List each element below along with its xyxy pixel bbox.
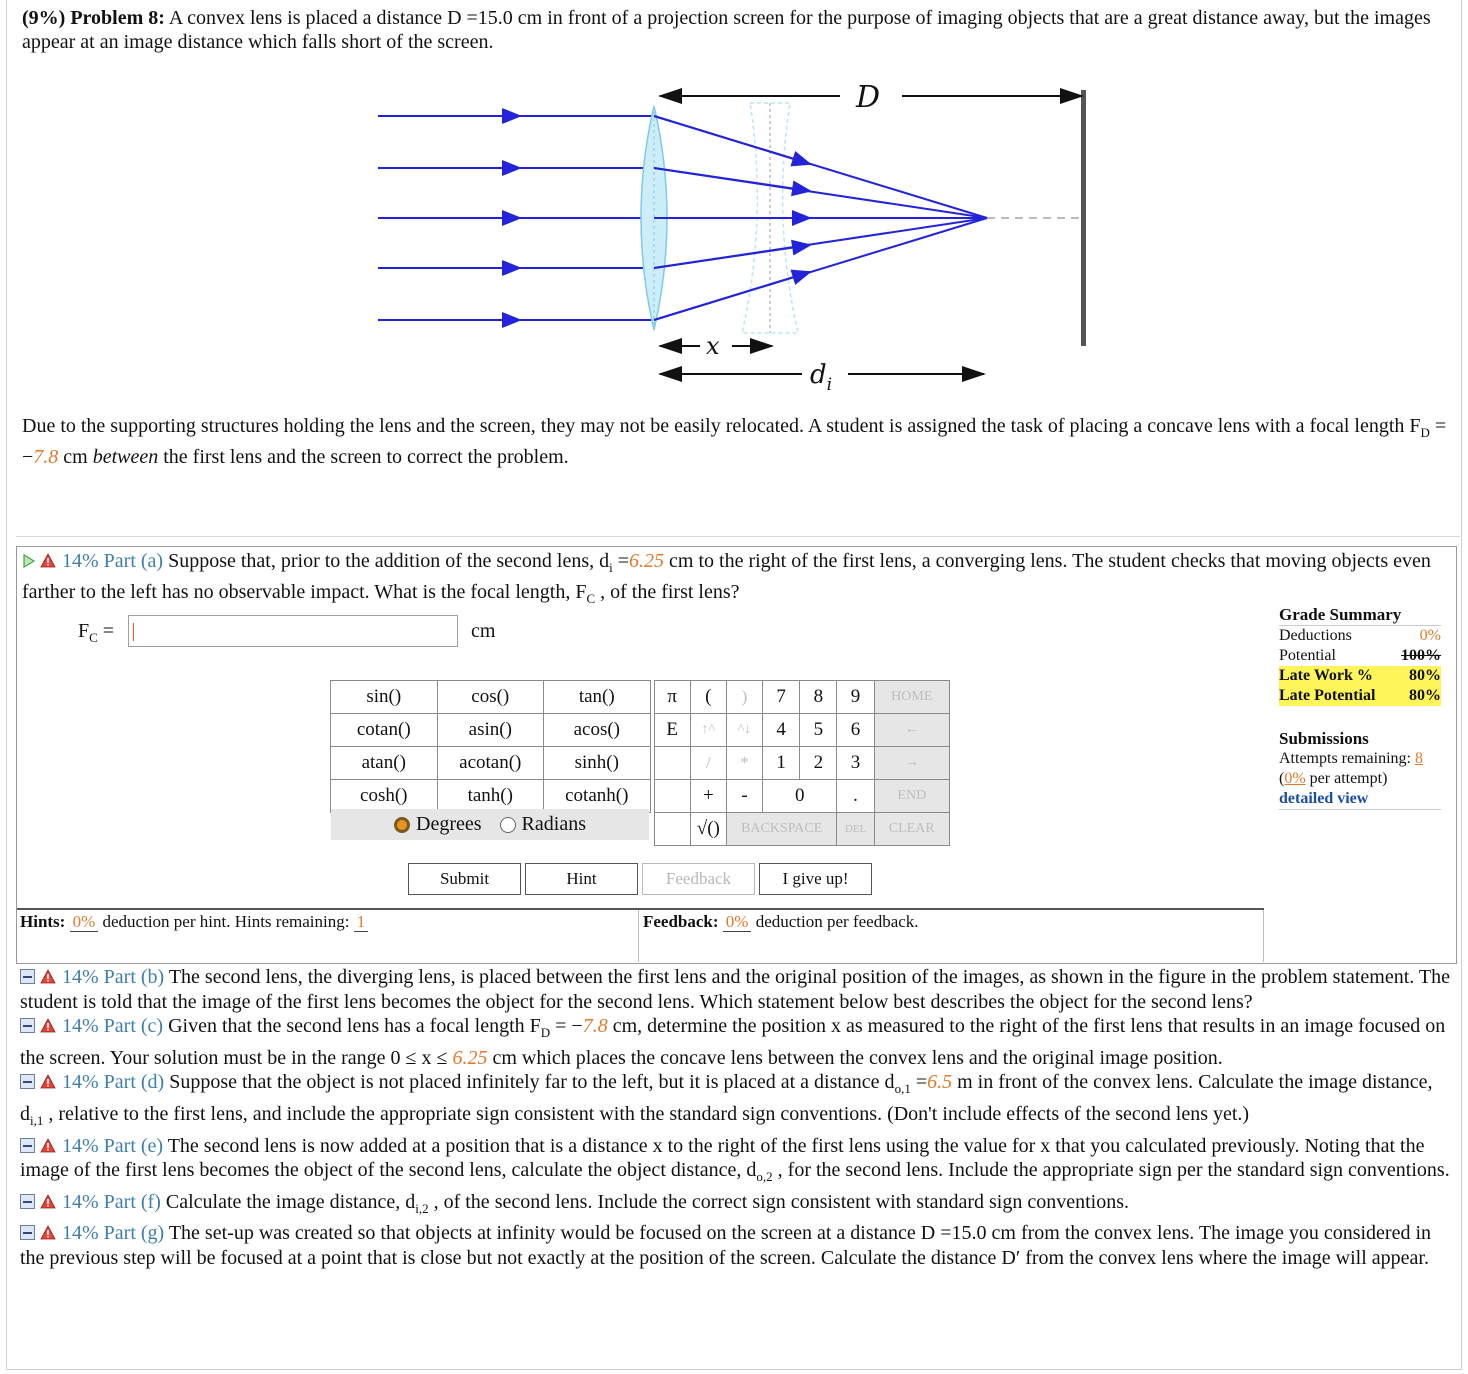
calc-multiply[interactable]: *	[726, 747, 762, 780]
expand-triangle-icon[interactable]	[22, 554, 36, 568]
warning-icon	[40, 553, 56, 568]
calc-4[interactable]: 4	[763, 714, 800, 747]
projection-screen	[1081, 90, 1086, 346]
calc-cos[interactable]: cos()	[437, 681, 544, 714]
label-D: D	[856, 80, 881, 115]
submit-button[interactable]: Submit	[408, 863, 521, 895]
radians-label: Radians	[521, 813, 586, 835]
calc-7[interactable]: 7	[763, 681, 800, 714]
warning-icon	[40, 1138, 56, 1153]
problem-text: A convex lens is placed a distance D =15.0 cm in front of a projection screen for the purpose of imaging objects that are a great distance away, but the images appear at an image distance which falls short of the screen.	[22, 7, 1431, 53]
problem-percent: (9%)	[22, 7, 66, 29]
part-f[interactable]: 14% Part (f) Calculate the image distance, $d_{i,2}$ , of the second lens. Include the correct sign consistent with standard sign conventions.	[20, 1190, 1454, 1222]
collapse-icon[interactable]	[20, 1194, 35, 1209]
answer-label: $F_C$ =	[78, 620, 115, 645]
calc-6[interactable]: 6	[837, 714, 874, 747]
warning-icon	[40, 1018, 56, 1033]
calc-5[interactable]: 5	[800, 714, 837, 747]
divider	[16, 536, 1460, 537]
calc-minus[interactable]: -	[726, 780, 762, 813]
collapse-icon[interactable]	[20, 1225, 35, 1240]
calc-atan[interactable]: atan()	[331, 747, 438, 780]
calc-0[interactable]: 0	[763, 780, 837, 813]
calc-cotanh[interactable]: cotanh()	[544, 780, 651, 813]
problem-followup: Due to the supporting structures holding the lens and the screen, they may not be easily relocated. A student is assigned the task of placing a concave lens with a focal length $F_D = -7.8$ cm between the first lens and the screen to correct the problem.	[22, 415, 1447, 468]
calc-3[interactable]: 3	[837, 747, 874, 780]
per-attempt: (0% per attempt)	[1279, 770, 1388, 787]
calc-right[interactable]: →	[874, 747, 949, 780]
part-a-label: 14% Part (a)	[62, 550, 164, 572]
label-x: x	[706, 332, 720, 360]
part-d[interactable]: 14% Part (d) Suppose that the object is not placed infinitely far to the left, but it is placed at a distance $d_{o,1} =6.5$ m in front of the convex lens. Calculate the image distance, $d_{i,1}$ , relative to the first lens, and include the appropriate sign consistent with the standard sign conventions. (Don't include effects of the second lens yet.)	[20, 1071, 1433, 1128]
degrees-label: Degrees	[416, 813, 482, 835]
degrees-radio[interactable]	[394, 817, 410, 833]
submissions-summary	[1279, 729, 1441, 810]
part-g[interactable]: 14% Part (g) The set-up was created so that objects at infinity would be focused on the screen at a distance D =15.0 cm from the convex lens. The image you considered in the previous step will be focused at a point that is close but not exactly at the position of the screen. Calculate the distance D′ from the convex lens where the image will appear.	[20, 1222, 1432, 1269]
calc-acotan[interactable]: acotan()	[437, 747, 544, 780]
grade-row-late-work: Late Work % 80%	[1279, 667, 1441, 684]
problem-label: Problem 8:	[70, 7, 165, 29]
feedback-info: Feedback: 0% deduction per feedback.	[643, 912, 919, 931]
calc-home[interactable]: HOME	[874, 681, 949, 714]
parts-list	[20, 965, 1454, 1271]
part-a-question: 14% Part (a) Suppose that, prior to the addition of the second lens, $d_i =6.25$ cm to the right of the first lens, a converging lens. The student checks that moving objects even farther to the left has no observable impact. What is the focal length, $F_C$ , of the first lens?	[22, 550, 1431, 606]
label-di: $d_i$	[810, 360, 833, 395]
give-up-button[interactable]: I give up!	[759, 863, 872, 895]
calc-backspace[interactable]: BACKSPACE	[726, 813, 837, 846]
submissions-title: Submissions	[1279, 729, 1369, 748]
grade-summary-title: Grade Summary	[1279, 605, 1441, 626]
calc-pi[interactable]: π	[654, 681, 690, 714]
answer-unit: cm	[471, 620, 496, 642]
calc-8[interactable]: 8	[800, 681, 837, 714]
calc-cotan[interactable]: cotan()	[331, 714, 438, 747]
calc-tan[interactable]: tan()	[544, 681, 651, 714]
calc-acos[interactable]: acos()	[544, 714, 651, 747]
radians-radio[interactable]	[500, 817, 516, 833]
calc-1[interactable]: 1	[763, 747, 800, 780]
calc-plus[interactable]: +	[690, 780, 726, 813]
focal-length-value: 7.8	[33, 446, 59, 468]
calc-dot[interactable]: .	[837, 780, 874, 813]
answer-input[interactable]	[128, 615, 458, 647]
warning-icon	[40, 1074, 56, 1089]
calc-tanh[interactable]: tanh()	[437, 780, 544, 813]
hint-button[interactable]: Hint	[525, 863, 638, 895]
collapse-icon[interactable]	[20, 969, 35, 984]
grade-row-potential: Potential 100%	[1279, 647, 1441, 664]
calc-2[interactable]: 2	[800, 747, 837, 780]
angle-mode	[331, 809, 649, 840]
calc-cosh[interactable]: cosh()	[331, 780, 438, 813]
calc-rparen[interactable]: )	[726, 681, 762, 714]
calc-down[interactable]: ^↓	[726, 714, 762, 747]
incoming-rays	[378, 116, 654, 320]
calc-9[interactable]: 9	[837, 681, 874, 714]
di-value: 6.25	[629, 550, 665, 572]
calc-divide[interactable]: /	[690, 747, 726, 780]
detailed-view-link[interactable]: detailed view	[1279, 790, 1369, 807]
text-caret	[133, 623, 134, 641]
calc-del[interactable]: DEL	[837, 813, 874, 846]
collapse-icon[interactable]	[20, 1018, 35, 1033]
attempts-remaining: Attempts remaining: 8	[1279, 750, 1423, 767]
calc-asin[interactable]: asin()	[437, 714, 544, 747]
part-b[interactable]: 14% Part (b) The second lens, the diverging lens, is placed between the first lens and the original position of the images, as shown in the figure in the problem statement. The student is told that the image of the first lens becomes the object for the second lens. Which statement below best describes the object for the second lens?	[20, 966, 1451, 1013]
calc-e[interactable]: E	[654, 714, 690, 747]
calc-sin[interactable]: sin()	[331, 681, 438, 714]
grade-row-late-potential: Late Potential 80%	[1279, 687, 1441, 704]
calc-sinh[interactable]: sinh()	[544, 747, 651, 780]
calc-end[interactable]: END	[874, 780, 949, 813]
warning-icon	[40, 1225, 56, 1240]
warning-icon	[40, 1194, 56, 1209]
part-e[interactable]: 14% Part (e) The second lens is now added at a position that is a distance x to the right of the first lens using the value for x that you calculated previously. Noting that the image of the first lens becomes the object of the second lens, calculate the object distance, $d_{o,2}$ , for the second lens. Include the appropriate sign per the standard sign conventions.	[20, 1134, 1450, 1185]
calc-clear[interactable]: CLEAR	[874, 813, 949, 846]
feedback-button[interactable]: Feedback	[642, 863, 755, 895]
calc-left[interactable]: ←	[874, 714, 949, 747]
lens-diagram	[370, 78, 1100, 398]
calc-up[interactable]: ↑^	[690, 714, 726, 747]
problem-statement	[22, 6, 1452, 54]
converging-rays	[654, 116, 987, 320]
warning-icon	[40, 969, 56, 984]
grade-row-deductions: Deductions 0%	[1279, 627, 1441, 644]
hints-info: Hints: 0% deduction per hint. Hints remaining: 1	[20, 912, 368, 932]
grade-summary	[1279, 605, 1441, 706]
calc-sqrt[interactable]: √()	[690, 813, 726, 846]
collapse-icon[interactable]	[20, 1074, 35, 1089]
calc-lparen[interactable]: (	[690, 681, 726, 714]
collapse-icon[interactable]	[20, 1138, 35, 1153]
part-c[interactable]: 14% Part (c) Given that the second lens has a focal length $F_D = -7.8$ cm, determine the position x as measured to the right of the first lens that results in an image focused on the screen. Your solution must be in the range 0 ≤ x ≤ 6.25 cm which places the concave lens between the convex lens and the original image position.	[20, 1015, 1446, 1069]
